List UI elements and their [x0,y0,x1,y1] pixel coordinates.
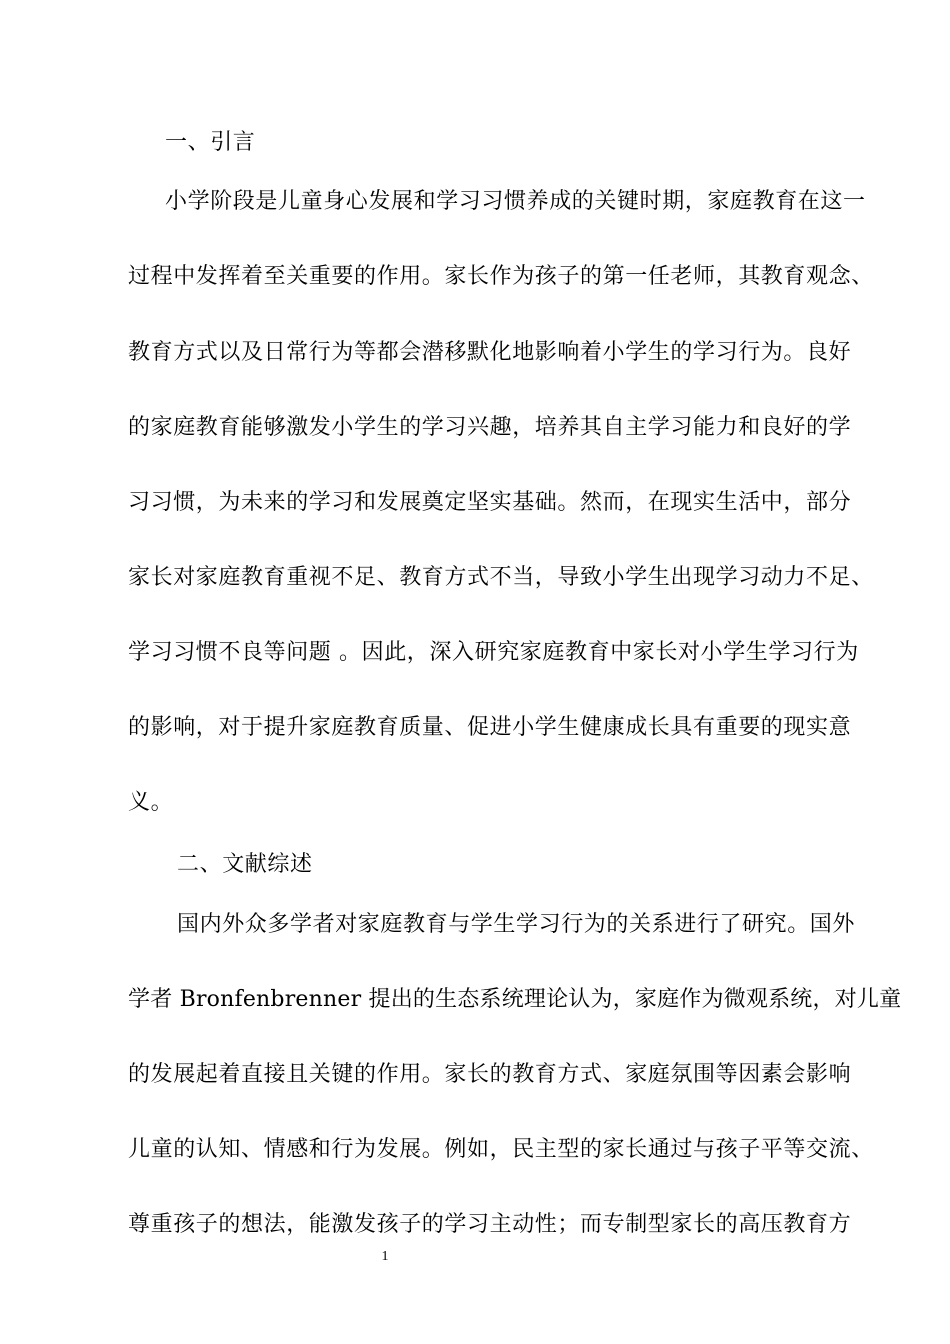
paragraph-line: 小学阶段是儿童身心发展和学习习惯养成的关键时期，家庭教育在这一 [165,189,866,214]
paragraph-line: 学习习惯不良等问题 。因此，深入研究家庭教育中家长对小学生学习行为 [128,640,859,665]
paragraph-line: 学者 Bronfenbrenner 提出的生态系统理论认为，家庭作为微观系统，对儿童 [128,987,902,1012]
paragraph-line: 儿童的认知、情感和行为发展。例如，民主型的家长通过与孩子平等交流、 [128,1137,874,1162]
paragraph-line: 家长对家庭教育重视不足、教育方式不当，导致小学生出现学习动力不足、 [128,565,874,590]
paragraph-line: 的发展起着直接且关键的作用。家长的教育方式、家庭氛围等因素会影响 [128,1062,852,1087]
paragraph-line: 过程中发挥着至关重要的作用。家长作为孩子的第一任老师，其教育观念、 [128,264,874,289]
section-heading-literature-review: 二、文献综述 [177,852,313,877]
paragraph-line: 的家庭教育能够激发小学生的学习兴趣，培养其自主学习能力和良好的学 [128,415,852,440]
section-heading-introduction: 一、引言 [165,130,256,155]
paragraph-line: 义。 [128,790,174,815]
paragraph-line: 习习惯，为未来的学习和发展奠定坚实基础。然而，在现实生活中，部分 [128,490,852,515]
paragraph-line: 的影响，对于提升家庭教育质量、促进小学生健康成长具有重要的现实意 [128,715,852,740]
paragraph-line: 教育方式以及日常行为等都会潜移默化地影响着小学生的学习行为。良好 [128,340,852,365]
paragraph-line: 国内外众多学者对家庭教育与学生学习行为的关系进行了研究。国外 [177,912,856,937]
page-number: 1 [381,1249,389,1264]
paragraph-line: 尊重孩子的想法，能激发孩子的学习主动性；而专制型家长的高压教育方 [128,1212,852,1237]
